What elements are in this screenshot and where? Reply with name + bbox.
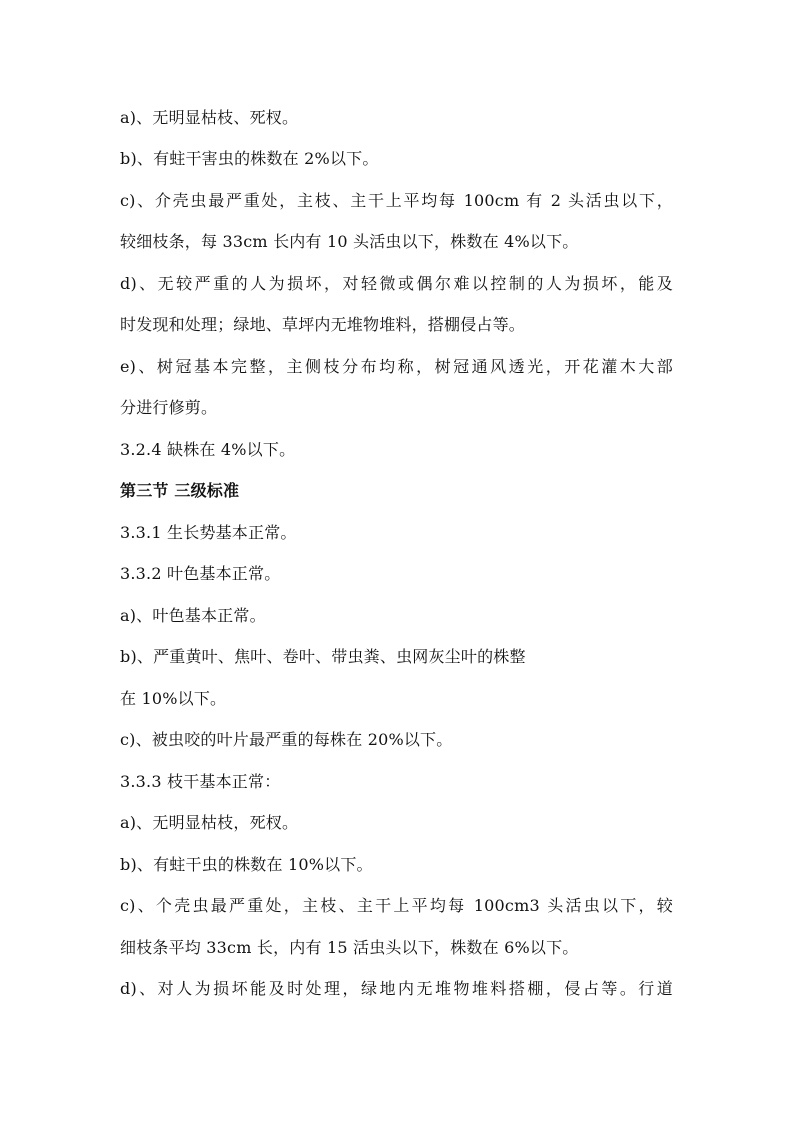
text-line: 较细枝条，每 33cm 长内有 10 头活虫以下，株数在 4%以下。	[120, 232, 579, 251]
text-line: d)、无较严重的人为损坏，对轻微或偶尔难以控制的人为损坏，能及	[120, 274, 673, 293]
text-line: c)、个壳虫最严重处，主枝、主干上平均每 100cm3 头活虫以下，较	[120, 896, 673, 915]
text-line: 3.3.3 枝干基本正常：	[120, 772, 281, 791]
text-line: 3.2.4 缺株在 4%以下。	[120, 440, 296, 459]
section-heading: 第三节 三级标准	[120, 481, 240, 500]
text-line: 在 10%以下。	[120, 689, 227, 708]
text-line: a)、叶色基本正常。	[120, 606, 266, 625]
text-line: 3.3.1 生长势基本正常。	[120, 523, 297, 542]
text-line: e)、树冠基本完整，主侧枝分布均称，树冠通风透光，开花灌木大部	[120, 357, 673, 376]
text-line: 3.3.2 叶色基本正常。	[120, 564, 281, 583]
text-line: c)、介壳虫最严重处，主枝、主干上平均每 100cm 有 2 头活虫以下，	[120, 191, 673, 210]
text-line: d)、对人为损坏能及时处理，绿地内无堆物堆料搭棚，侵占等。行道	[120, 979, 673, 998]
text-line: c)、被虫咬的叶片最严重的每株在 20%以下。	[120, 730, 453, 749]
text-line: a)、无明显枯枝、死杈。	[120, 108, 299, 127]
text-line: b)、有蛀干虫的株数在 10%以下。	[120, 855, 373, 874]
text-line: 时发现和处理；绿地、草坪内无堆物堆料，搭棚侵占等。	[120, 315, 526, 334]
text-line: b)、严重黄叶、焦叶、卷叶、带虫粪、虫网灰尘叶的株整	[120, 647, 526, 666]
text-line: 细枝条平均 33cm 长，内有 15 活虫头以下，株数在 6%以下。	[120, 938, 579, 957]
text-line: a)、无明显枯枝，死杈。	[120, 813, 299, 832]
text-line: 分进行修剪。	[120, 398, 218, 417]
text-line: b)、有蛀干害虫的株数在 2%以下。	[120, 149, 379, 168]
